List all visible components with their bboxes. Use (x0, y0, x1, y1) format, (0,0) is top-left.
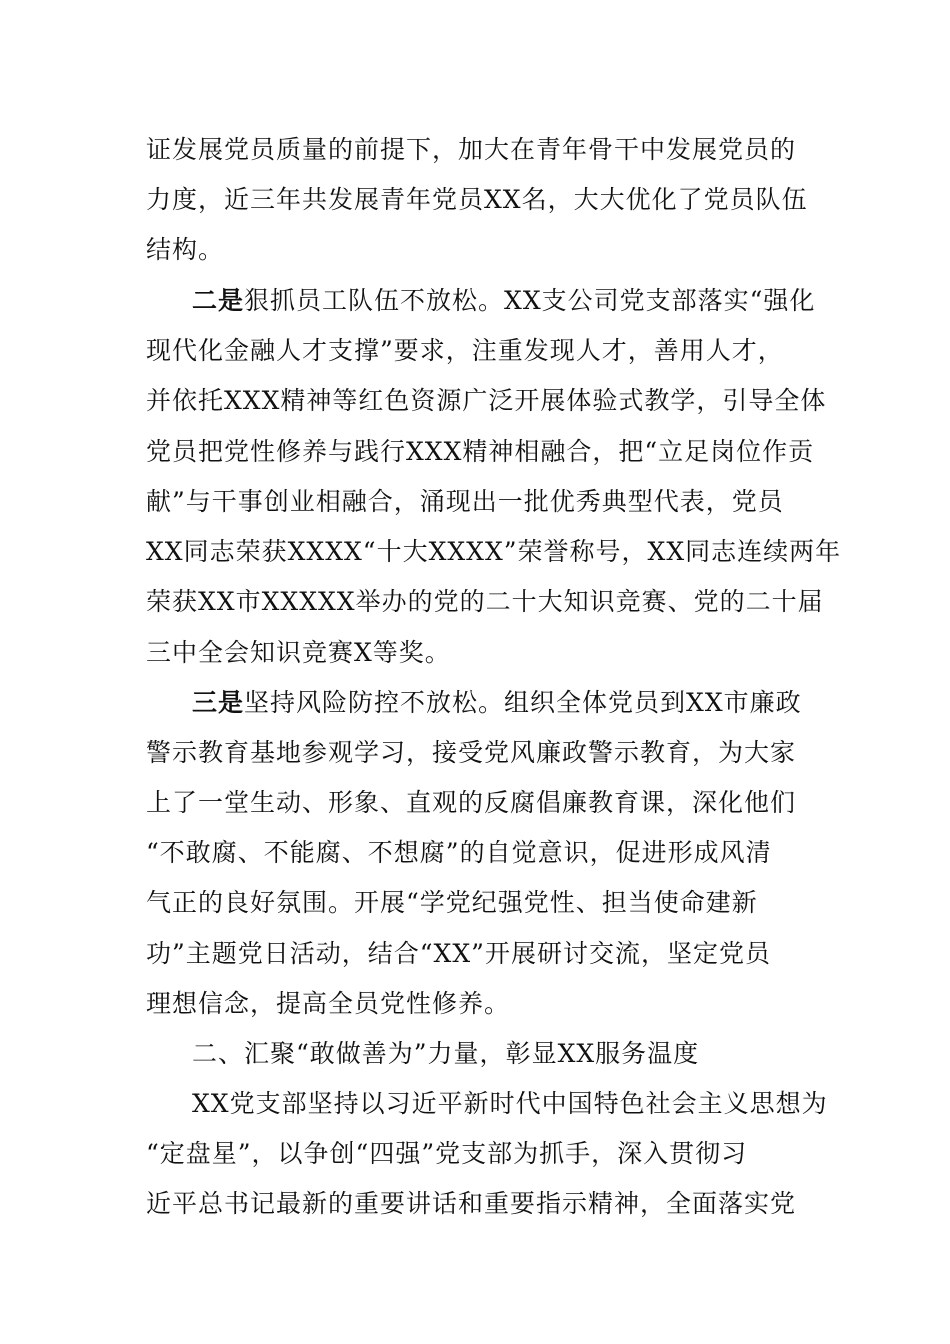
body-text-line: XX同志荣获XXXX“十大XXXX”荣誉称号，XX同志连续两年 (146, 537, 842, 566)
body-text-line: 荣获XX市XXXXX举办的党的二十大知识竞赛、党的二十届 (146, 587, 824, 616)
paragraph-lead-label: 二是 (192, 286, 245, 315)
paragraph-three-first-line (192, 687, 802, 719)
body-text-line: 气正的良好氛围。开展“学党纪强党性、担当使命建新 (146, 888, 758, 917)
body-text-line: 上了一堂生动、形象、直观的反腐倡廉教育课，深化他们 (146, 788, 797, 817)
body-text-line: 党员把党性修养与践行XXX精神相融合，把“立足岗位作贡 (146, 437, 815, 466)
body-text-line: 证发展党员质量的前提下，加大在青年骨干中发展党员的 (146, 135, 797, 164)
body-text-line: 献”与干事创业相融合，涌现出一批优秀典型代表，党员 (146, 487, 784, 516)
body-text-line: “定盘星”，以争创“四强”党支部为抓手，深入贯彻习 (146, 1139, 748, 1168)
body-text-line: 结构。 (146, 235, 225, 264)
body-text-line: 功”主题党日活动，结合“XX”开展研讨交流，坚定党员 (146, 939, 771, 968)
body-text-line: 理想信念，提高全员党性修养。 (146, 989, 511, 1018)
body-text-line: “不敢腐、不能腐、不想腐”的自觉意识，促进形成风清 (146, 838, 772, 867)
body-text-line: XX党支部坚持以习近平新时代中国特色社会主义思想为 (192, 1089, 828, 1118)
paragraph-text: 狠抓员工队伍不放松。XX支公司党支部落实“强化 (244, 286, 816, 315)
body-text-line: 现代化金融人才支撑”要求，注重发现人才，善用人才， (146, 336, 784, 365)
body-text-line: 并依托XXX精神等红色资源广泛开展体验式教学，引导全体 (146, 386, 827, 415)
body-text-line: 三中全会知识竞赛X等奖。 (146, 638, 451, 667)
body-text-line: 警示教育基地参观学习，接受党风廉政警示教育，为大家 (146, 738, 797, 767)
paragraph-two-first-line (192, 285, 815, 317)
section-heading: 二、汇聚“敢做善为”力量，彰显XX服务温度 (192, 1039, 700, 1068)
body-text-line: 近平总书记最新的重要讲话和重要指示精神，全面落实党 (146, 1189, 797, 1218)
paragraph-lead-label: 三是 (192, 688, 245, 717)
paragraph-text: 坚持风险防控不放松。组织全体党员到XX市廉政 (244, 688, 802, 717)
body-text-line: 力度，近三年共发展青年党员XX名，大大优化了党员队伍 (146, 185, 808, 214)
